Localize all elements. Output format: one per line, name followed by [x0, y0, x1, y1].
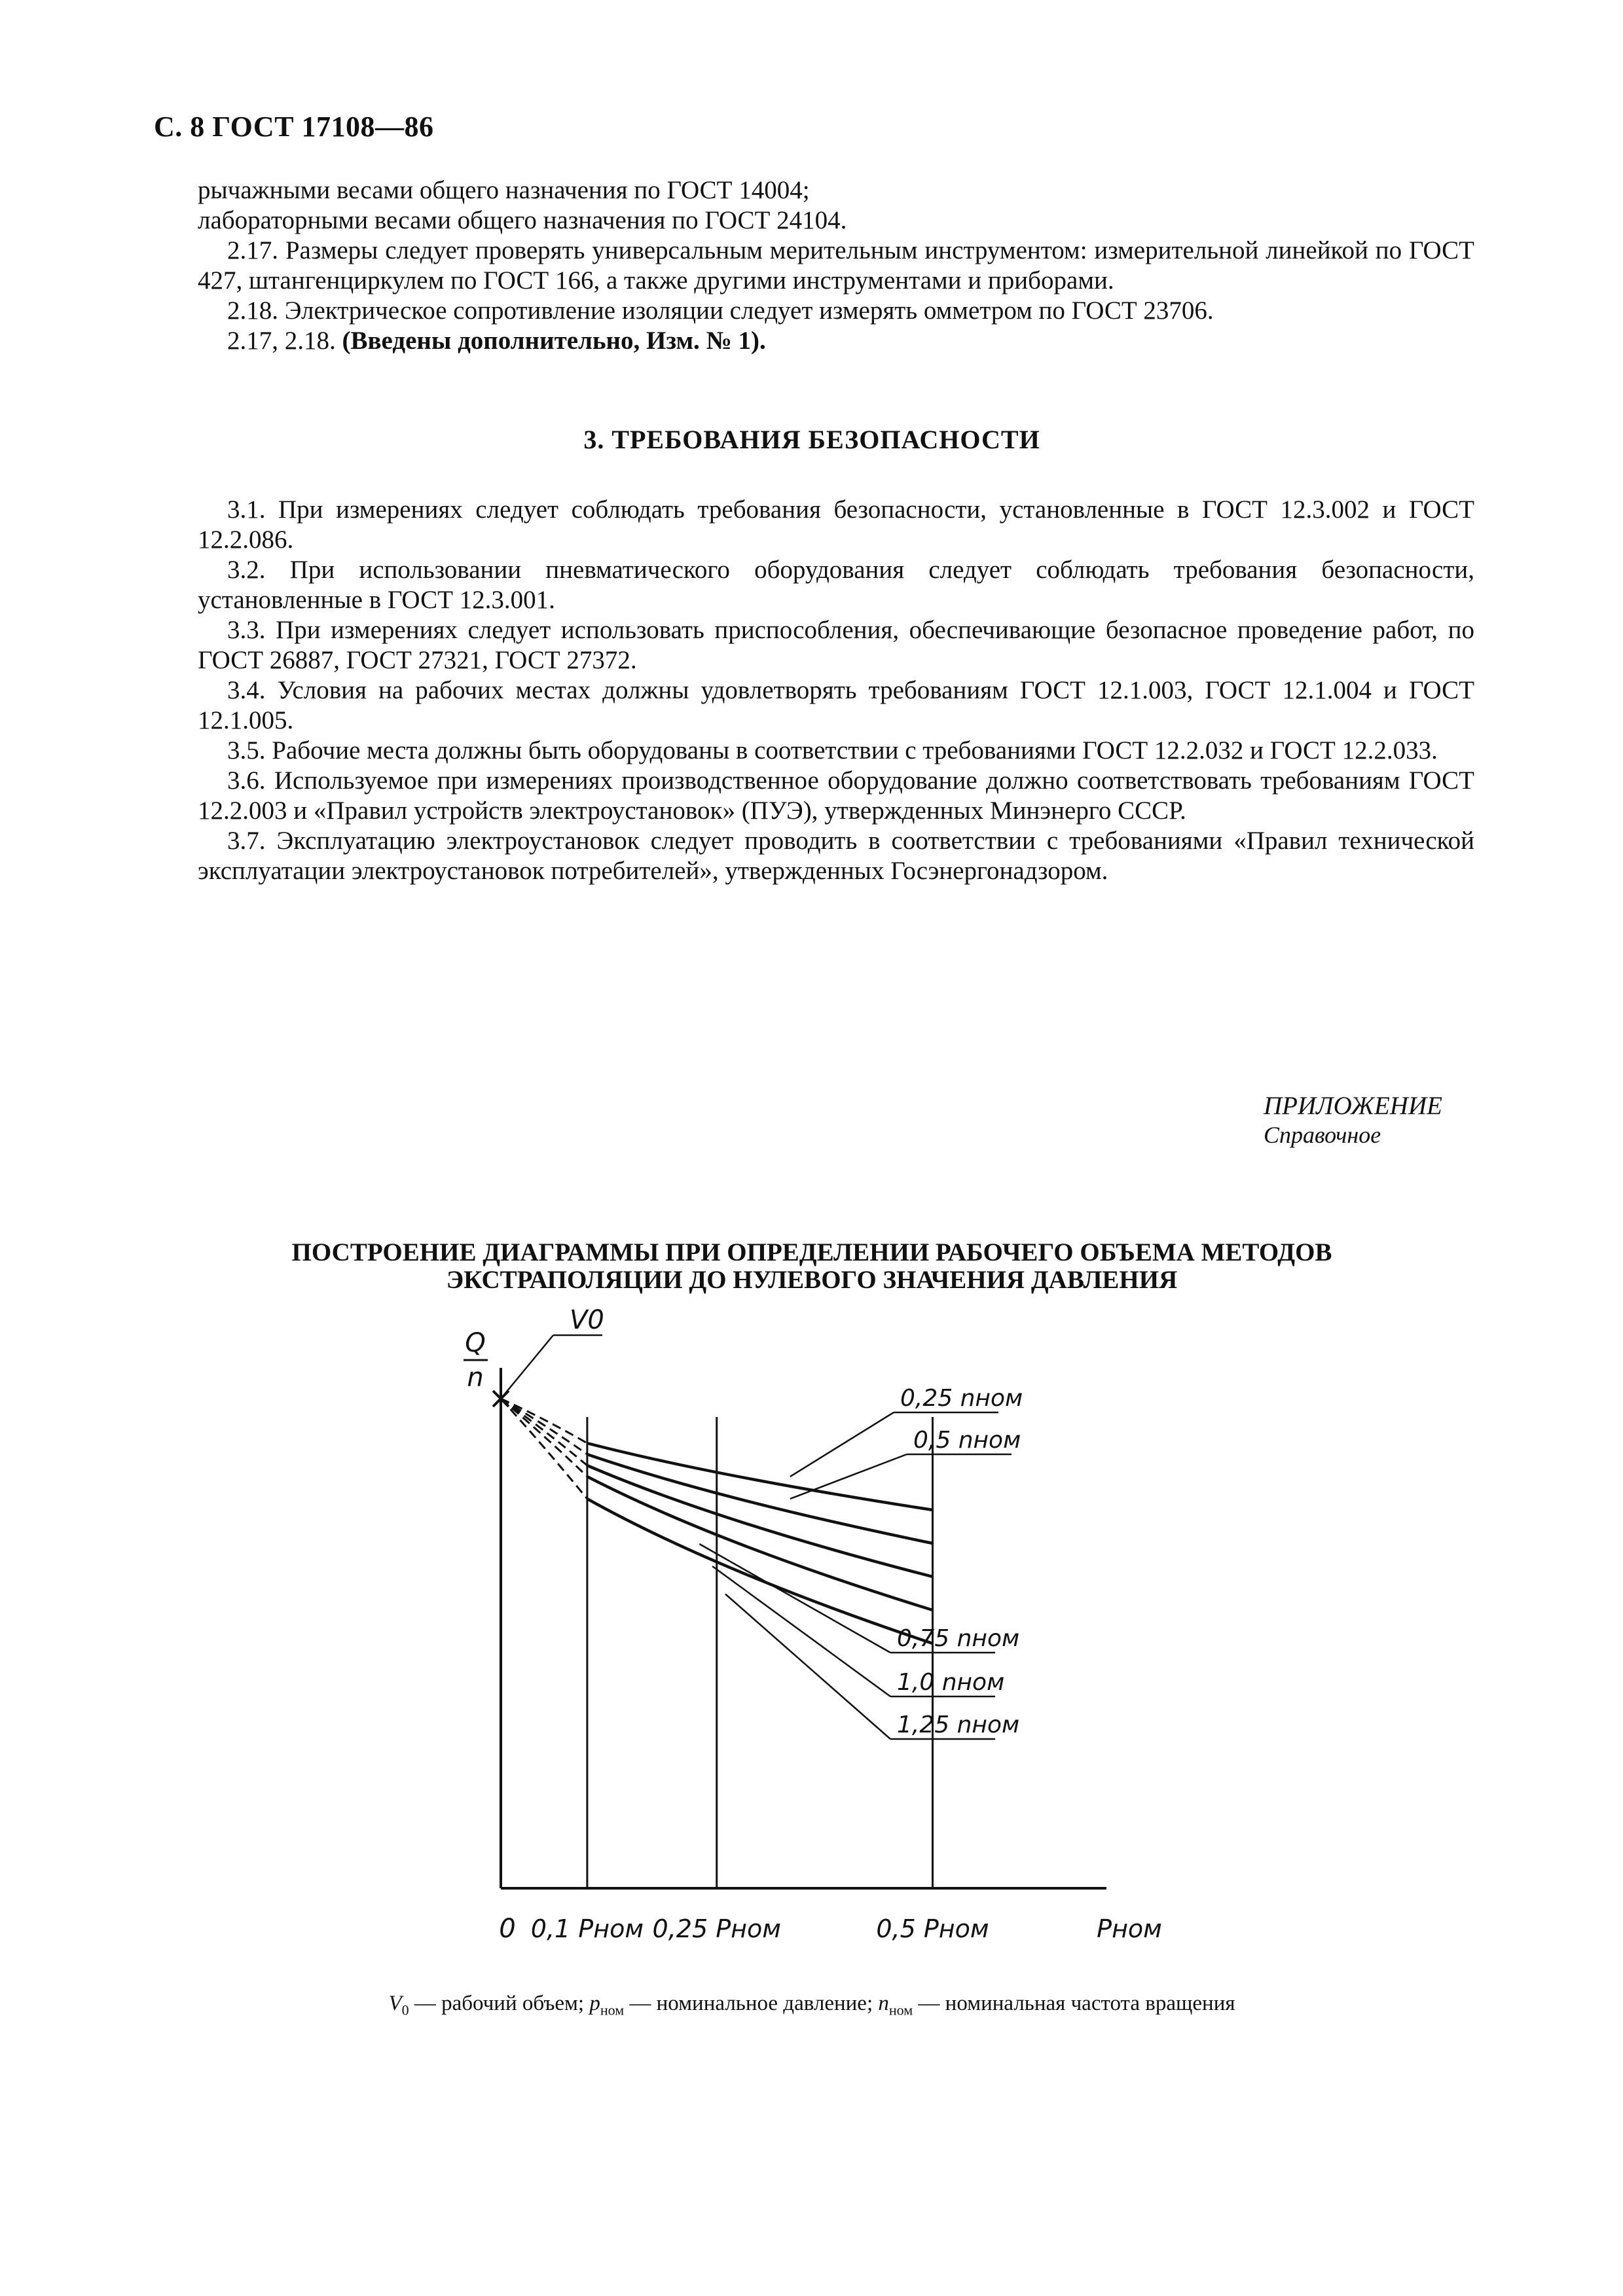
amend-bold: (Введены дополнительно, Изм. № 1).: [342, 327, 766, 355]
paragraph: 3.7. Эксплуатацию электроустановок следует проводить в соответствии с требованиями «Правил технической эксплуатации электроустановок потребителей», утвержденных Госэнергонадзором.: [198, 827, 1474, 885]
series-line-4: [587, 1499, 933, 1643]
caption-v0-sub: 0: [401, 2001, 409, 2018]
series-label-3: 1,0 nном: [897, 1669, 1005, 1696]
caption-v0-symbol: V: [388, 1992, 402, 2015]
page-header: С. 8 ГОСТ 17108—86: [154, 111, 434, 143]
series-leader-2: [699, 1544, 890, 1653]
x-tick-label-1: 0,25 Pном: [652, 1914, 781, 1943]
series-line-1: [587, 1454, 933, 1543]
caption-n-sub: ном: [888, 2001, 913, 2018]
series-label-0: 0,25 nном: [900, 1385, 1023, 1412]
series-label-4: 1,25 nном: [897, 1712, 1020, 1738]
series-line-0: [587, 1443, 933, 1510]
series-label-1: 0,5 nном: [913, 1427, 1021, 1454]
amend-prefix: 2.17, 2.18.: [227, 327, 342, 355]
section-title: 3. ТРЕБОВАНИЯ БЕЗОПАСНОСТИ: [583, 425, 1040, 454]
paragraph: лабораторными весами общего назначения по ГОСТ 24104.: [198, 206, 847, 234]
x-axis-label: Pном: [1097, 1914, 1162, 1943]
series-line-3: [587, 1477, 933, 1610]
figure-title-line1: ПОСТРОЕНИЕ ДИАГРАММЫ ПРИ ОПРЕДЕЛЕНИИ РАБОЧЕГО ОБЪЕМА МЕТОДОВ: [291, 1238, 1332, 1266]
paragraph: рычажными весами общего назначения по ГОСТ 14004;: [198, 176, 810, 204]
origin-label: 0: [499, 1914, 516, 1944]
series-leader-1: [790, 1454, 907, 1499]
y-label-numerator: Q: [465, 1328, 486, 1358]
caption-n-symbol: n: [878, 1992, 889, 2015]
appendix-title: ПРИЛОЖЕНИЕ: [1264, 1092, 1442, 1120]
paragraph: 3.2. При использовании пневматического оборудования следует соблюдать требования безопасности, установленные в ГОСТ 12.3.001.: [198, 556, 1474, 614]
caption-n-text: — номинальная частота вращения: [913, 1992, 1235, 2015]
paragraph: 3.1. При измерениях следует соблюдать требования безопасности, установленные в ГОСТ 12.3.002 и ГОСТ 12.2.086.: [198, 495, 1474, 554]
series-leader-0: [790, 1412, 894, 1477]
v0-leader: [501, 1335, 553, 1399]
paragraph: 3.3. При измерениях следует использовать приспособления, обеспечивающие безопасное проведение работ, по ГОСТ 26887, ГОСТ 27321, ГОСТ 27372.: [198, 616, 1474, 674]
figure-caption: [154, 1992, 1470, 2019]
paragraph: 3.6. Используемое при измерениях производственное оборудование должно соответствовать требованиям ГОСТ 12.2.003 и «Правил устройств электроустановок» (ПУЭ), утвержденных Минэнерго СССР.: [198, 766, 1474, 825]
paragraph: 3.4. Условия на рабочих местах должны удовлетворять требованиям ГОСТ 12.1.003, ГОСТ 12.1.004 и ГОСТ 12.1.005.: [198, 676, 1474, 734]
paragraph: 2.18. Электрическое сопротивление изоляции следует измерять омметром по ГОСТ 23706.: [227, 296, 1214, 325]
appendix-type: Справочное: [1264, 1122, 1381, 1148]
series-leader-4: [725, 1594, 890, 1740]
y-label-denominator: n: [467, 1363, 484, 1393]
figure-title-line2: ЭКСТРАПОЛЯЦИИ ДО НУЛЕВОГО ЗНАЧЕНИЯ ДАВЛЕНИЯ: [446, 1266, 1178, 1294]
caption-v0-text: — рабочий объем;: [409, 1992, 590, 2015]
v0-label: V0: [570, 1305, 604, 1335]
paragraph: 3.5. Рабочие места должны быть оборудованы в соответствии с требованиями ГОСТ 12.2.032 и ГОСТ 12.2.033.: [227, 736, 1438, 764]
series-label-2: 0,75 nном: [897, 1625, 1020, 1652]
series-extrapolation-3: [501, 1399, 587, 1477]
series-extrapolation-4: [501, 1399, 587, 1499]
paragraph: 2.17. Размеры следует проверять универсальным мерительным инструментом: измерительной линейкой по ГОСТ 427, штангенциркулем по ГОСТ 166, а также другими инструментами и приборами.: [198, 236, 1474, 295]
x-tick-label-2: 0,5 Pном: [876, 1914, 989, 1943]
caption-p-sub: ном: [600, 2001, 625, 2018]
x-tick-label-0: 0,1 Pном: [530, 1914, 644, 1943]
caption-p-text: — номинальное давление;: [624, 1992, 879, 2015]
caption-p-symbol: p: [589, 1992, 600, 2015]
series-leader-3: [712, 1566, 890, 1696]
